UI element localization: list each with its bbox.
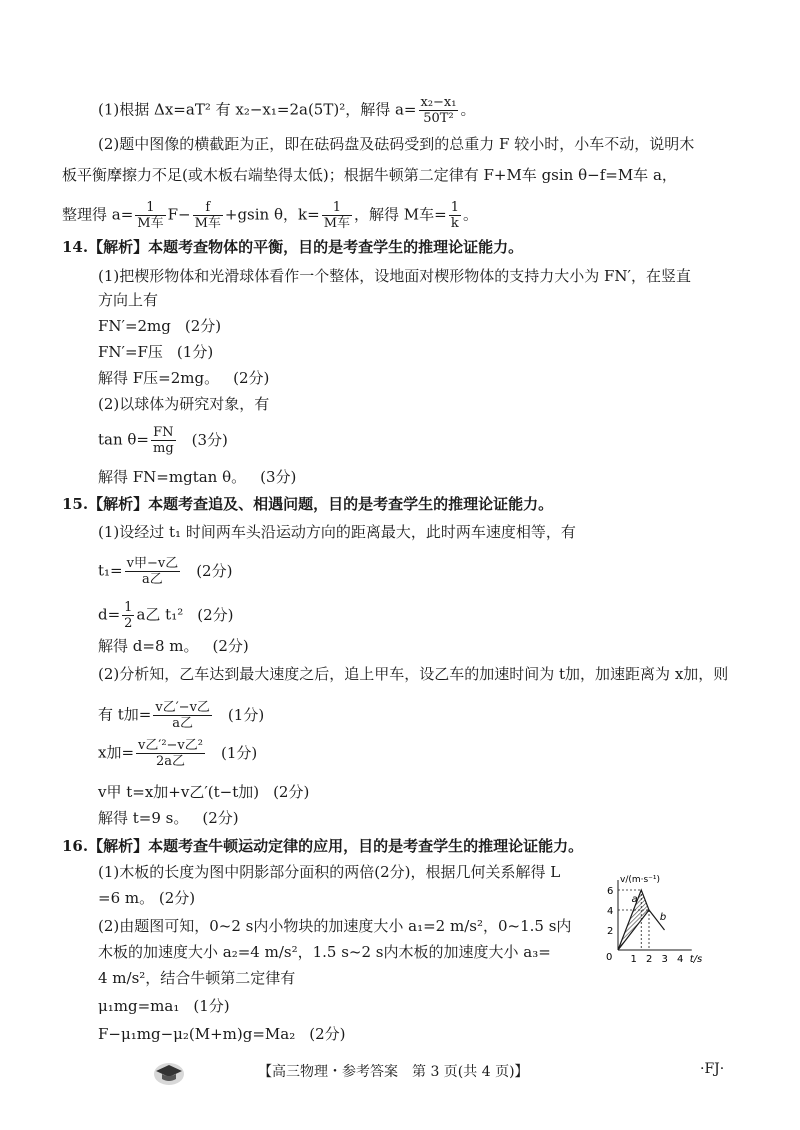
q15-line-1: (1)设经过 t₁ 时间两车头沿运动方向的距离最大，此时两车速度相等，有 bbox=[98, 523, 576, 541]
origin-label: 0 bbox=[606, 952, 613, 963]
q14-eq-5: 解得 FN=mgtan θ。 (3分) bbox=[98, 468, 297, 486]
q13-line-3: 板平衡摩擦力不足(或木板右端垫得太低)；根据牛顿第二定律有 F+M车 gsin θ−f=M车 a， bbox=[62, 166, 677, 184]
q14-eq-3: 解得 F压=2mg。 (2分) bbox=[98, 369, 270, 387]
q16-line-3: (2)由题图可知，0~2 s内小物块的加速度大小 a₁=2 m/s²，0~1.5 s内 bbox=[98, 917, 572, 935]
vt-graph bbox=[596, 855, 736, 965]
q14-line-3: (2)以球体为研究对象，有 bbox=[98, 395, 270, 413]
footer-code: ·FJ· bbox=[700, 1061, 725, 1077]
x-tick-label: 2 bbox=[646, 954, 653, 965]
q16-line-5: 4 m/s²，结合牛顿第二定律有 bbox=[98, 969, 296, 987]
q14-eq-1: FN′=2mg (2分) bbox=[98, 317, 222, 335]
series-a-label: a bbox=[631, 894, 638, 905]
page-footer bbox=[0, 1058, 800, 1088]
q14-eq-2: FN′=F压 (1分) bbox=[98, 343, 214, 361]
q14-line-1: (1)把楔形物体和光滑球体看作一个整体，设地面对楔形物体的支持力大小为 FN′，在竖直 bbox=[98, 267, 691, 285]
y-tick-label: 2 bbox=[607, 926, 614, 937]
vt-graph-svg bbox=[596, 855, 736, 965]
x-tick-label: 4 bbox=[677, 954, 684, 965]
q16-header: 16.【解析】本题考查牛顿运动定律的应用，目的是考查学生的推理论证能力。 bbox=[62, 837, 584, 855]
q13-line-1: (1)根据 Δx=aT² 有 x₂−x₁=2a(5T)²，解得 a= $\frac{\text{x₂−x₁}}{\text{50T²}}$ 。 bbox=[98, 95, 476, 126]
q15-eq-3: 解得 d=8 m。 (2分) bbox=[98, 637, 249, 655]
y-tick-label: 4 bbox=[607, 906, 614, 917]
graduation-cap-icon bbox=[152, 1058, 186, 1086]
q16-line-2: =6 m。 (2分) bbox=[98, 889, 196, 907]
y-tick-label: 6 bbox=[607, 886, 614, 897]
x-tick-label: 1 bbox=[630, 954, 637, 965]
series-b-label: b bbox=[659, 912, 667, 923]
footer-page-info: 【高三物理・参考答案 第 3 页(共 4 页)】 bbox=[258, 1064, 529, 1080]
q15-eq-6: v甲 t=x加+v乙′(t−t加) (2分) bbox=[98, 783, 310, 801]
q15-eq-4: 有 t加= $\frac{\text{v乙′−v乙}}{\text{a乙}}$ (1分) bbox=[98, 700, 265, 731]
q16-eq-2: F−μ₁mg−μ₂(M+m)g=Ma₂ (2分) bbox=[98, 1025, 346, 1043]
q16-line-4: 木板的加速度大小 a₂=4 m/s²，1.5 s~2 s内木板的加速度大小 a₃= bbox=[98, 943, 551, 961]
q16-eq-1: μ₁mg=ma₁ (1分) bbox=[98, 997, 230, 1015]
x-tick-label: 3 bbox=[661, 954, 668, 965]
q15-eq-1: t₁= $\frac{\text{v甲−v乙}}{\text{a乙}}$ (2分) bbox=[98, 556, 233, 587]
q15-header: 15.【解析】本题考查追及、相遇问题，目的是考查学生的推理论证能力。 bbox=[62, 495, 554, 513]
fraction: $\frac{\text{x₂−x₁}}{\text{50T²}}$ bbox=[420, 95, 457, 126]
q15-eq-5: x加= $\frac{\text{v乙′²−v乙²}}{\text{2a乙}}$ (1分) bbox=[98, 738, 258, 769]
q14-eq-4: tan θ= $\frac{FN}{mg}$ (3分) bbox=[98, 425, 228, 456]
x-axis-label: t/s bbox=[689, 954, 703, 965]
q13-line-4: 整理得 a= $\frac{1}{\text{M车}}$ F− $\frac{f}{\text{M车}}$ +gsin θ，k= $\frac{1}{\text{M车}}$ ，解得 M车= $\frac{1}{k}$ 。 bbox=[62, 200, 478, 231]
q14-header: 14.【解析】本题考查物体的平衡，目的是考查学生的推理论证能力。 bbox=[62, 238, 524, 256]
q15-line-2: (2)分析知，乙车达到最大速度之后，追上甲车，设乙车的加速时间为 t加，加速距离为 x加，则 bbox=[98, 665, 729, 683]
y-axis-label: v/(m·s⁻¹) bbox=[620, 875, 661, 885]
q13-line-2: (2)题中图像的横截距为正，即在砝码盘及砝码受到的总重力 F 较小时，小车不动，说明木 bbox=[98, 135, 695, 153]
q14-line-2: 方向上有 bbox=[98, 291, 159, 309]
q16-line-1: (1)木板的长度为图中阴影部分面积的两倍(2分)，根据几何关系解得 L bbox=[98, 863, 561, 881]
q15-eq-7: 解得 t=9 s。 (2分) bbox=[98, 809, 239, 827]
q15-eq-2: d= $\frac{1}{2}$ a乙 t₁² (2分) bbox=[98, 600, 234, 631]
